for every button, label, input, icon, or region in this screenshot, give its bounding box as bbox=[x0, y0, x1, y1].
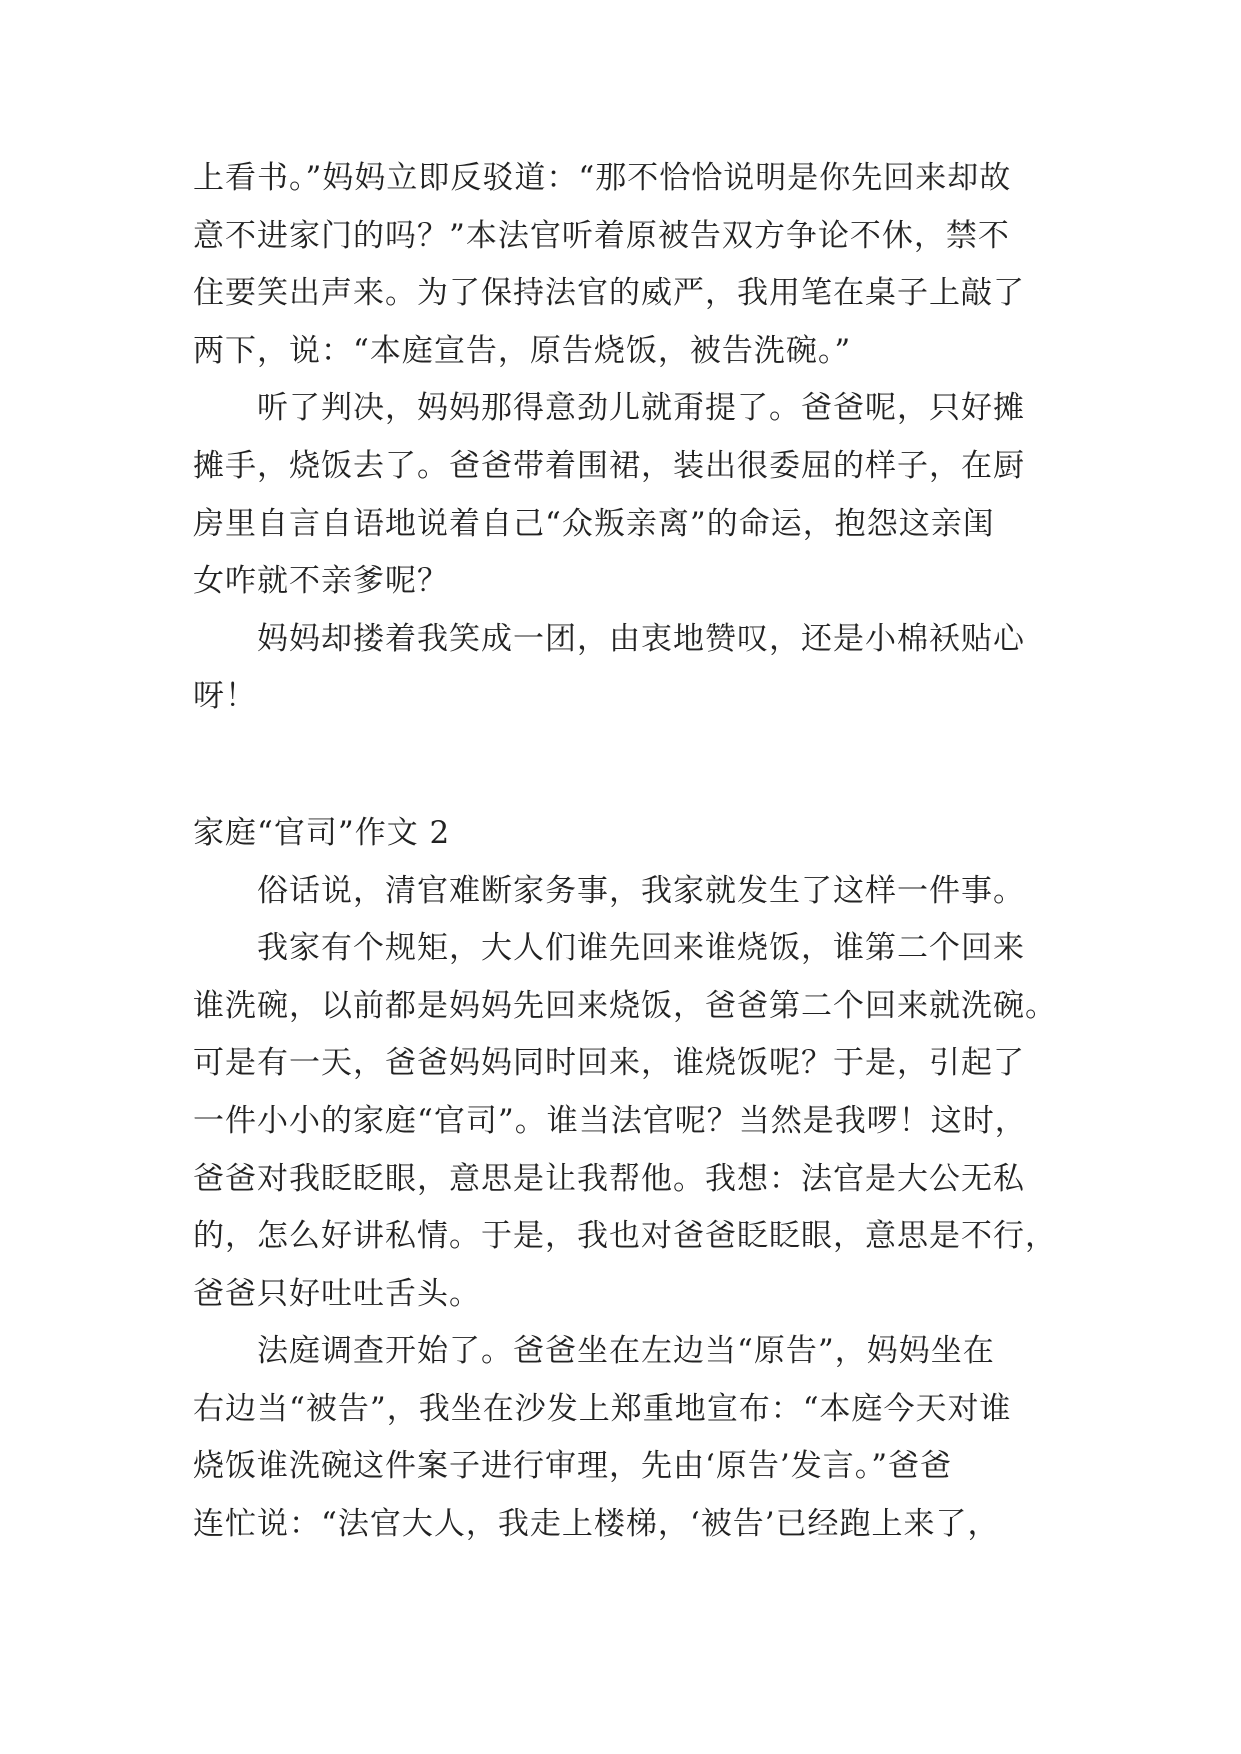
text-line: 女咋就不亲爹呢？ bbox=[193, 563, 449, 600]
text-line: 法庭调查开始了。爸爸坐在左边当“原告”，妈妈坐在 bbox=[257, 1333, 995, 1370]
text-line: 上看书。”妈妈立即反驳道：“那不恰恰说明是你先回来却故 bbox=[193, 160, 1012, 196]
paragraph-court-investigation bbox=[193, 1323, 1055, 1553]
text-line: 烧饭谁洗碗这件案子进行审理，先由‘原告’发言。”爸爸 bbox=[193, 1448, 953, 1485]
text-line: 连忙说：“法官大人，我走上楼梯，‘被告’已经跑上来了， bbox=[193, 1506, 1000, 1543]
text-line: 摊手，烧饭去了。爸爸带着围裙，装出很委屈的样子，在厨 bbox=[193, 447, 1025, 484]
section-title: 家庭“官司”作文 2 bbox=[193, 814, 451, 851]
text-line: 呀！ bbox=[193, 678, 257, 715]
text-line: 可是有一天，爸爸妈妈同时回来，谁烧饭呢？于是，引起了 bbox=[193, 1045, 1025, 1082]
text-line: 住要笑出声来。为了保持法官的威严，我用笔在桌子上敲了 bbox=[193, 275, 1025, 312]
text-line: 的，怎么好讲私情。于是，我也对爸爸眨眨眼，意思是不行， bbox=[193, 1218, 1057, 1255]
paragraph-family-rule bbox=[193, 920, 1055, 1323]
text-line: 爸爸只好吐吐舌头。 bbox=[193, 1275, 481, 1312]
text-line: 俗话说，清官难断家务事，我家就发生了这样一件事。 bbox=[257, 872, 1025, 909]
text-line: 爸爸对我眨眨眼，意思是让我帮他。我想：法官是大公无私 bbox=[193, 1160, 1025, 1197]
section-gap bbox=[193, 726, 1055, 805]
text-line: 听了判决，妈妈那得意劲儿就甭提了。爸爸呢，只好摊 bbox=[257, 390, 1025, 427]
text-line: 我家有个规矩，大人们谁先回来谁烧饭，谁第二个回来 bbox=[257, 930, 1025, 967]
document-page bbox=[193, 150, 1055, 1554]
text-line: 意不进家门的吗？”本法官听着原被告双方争论不休，禁不 bbox=[193, 217, 1010, 254]
paragraph-court-argument bbox=[193, 150, 1055, 380]
text-line: 一件小小的家庭“官司”。谁当法官呢？当然是我啰！这时， bbox=[193, 1102, 1027, 1139]
text-line: 右边当“被告”，我坐在沙发上郑重地宣布：“本庭今天对谁 bbox=[193, 1390, 1012, 1427]
paragraph-mom-praise bbox=[193, 611, 1055, 726]
text-line: 妈妈却搂着我笑成一团，由衷地赞叹，还是小棉袄贴心 bbox=[257, 620, 1025, 657]
text-line: 谁洗碗，以前都是妈妈先回来烧饭，爸爸第二个回来就洗碗。 bbox=[193, 987, 1057, 1024]
text-line: 房里自言自语地说着自己“众叛亲离”的命运，抱怨这亲闺 bbox=[193, 505, 995, 542]
paragraph-proverb bbox=[193, 863, 1055, 921]
text-line: 两下，说：“本庭宣告，原告烧饭，被告洗碗。” bbox=[193, 332, 852, 369]
paragraph-verdict-reaction bbox=[193, 380, 1055, 610]
